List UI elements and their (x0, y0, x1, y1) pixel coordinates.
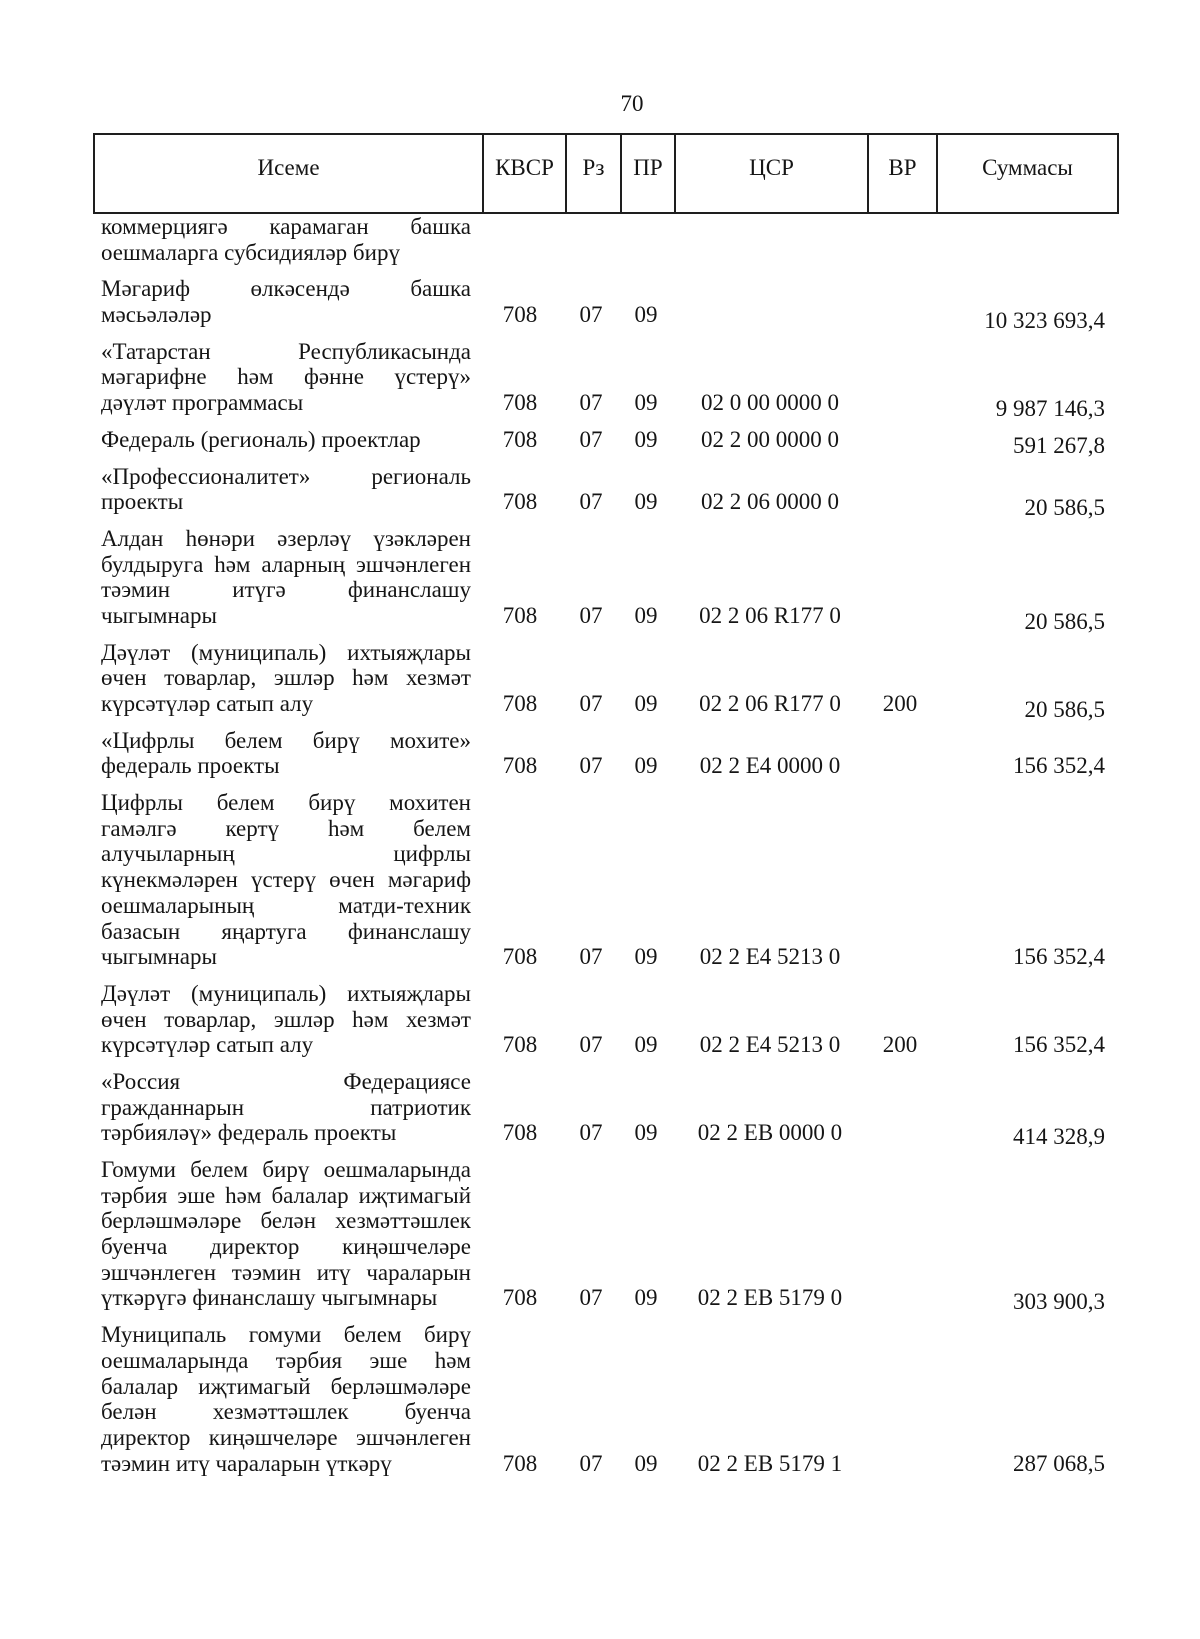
table-row (0, 339, 1200, 427)
row-name-line: тәрбияләү» федераль проекты (101, 1120, 397, 1146)
row-kvsr-code: 708 (502, 944, 538, 970)
row-amount: 20 586,5 (1024, 495, 1105, 521)
header-row (94, 134, 1118, 213)
table-row (0, 790, 1200, 981)
table-body (0, 214, 1200, 1487)
header-amount-column: Суммасы (937, 134, 1118, 213)
row-amount: 287 068,5 (1013, 1450, 1105, 1476)
row-section-code: 07 (579, 390, 603, 416)
row-name-line: Федераль (региональ) проектлар (101, 426, 421, 452)
header-section-column: Рз (566, 134, 621, 213)
table-row (0, 981, 1200, 1069)
table-header (93, 133, 1119, 214)
row-amount: 156 352,4 (1013, 753, 1105, 779)
row-name (101, 1322, 471, 1476)
row-name-line: күрсәтүләр сатып алу (101, 1032, 314, 1058)
row-kvsr-code: 708 (502, 489, 538, 515)
row-section-code: 07 (579, 1120, 603, 1146)
row-name (101, 728, 471, 779)
row-target-article-code: 02 0 00 0000 0 (701, 390, 839, 416)
row-section-code: 07 (579, 489, 603, 515)
row-amount: 156 352,4 (1013, 1032, 1105, 1058)
row-name-line: балалар иҗтимагый берләшмәләре (101, 1373, 471, 1399)
row-name-line: эшчәнлеген тәэмин итү чараларын (101, 1259, 471, 1285)
row-section-code: 07 (579, 302, 603, 328)
row-name-line: «Татарстан Республикасында (101, 338, 471, 364)
row-name-line: күнекмәләрен үстерү өчен мәгариф (101, 867, 471, 893)
row-kvsr-code: 708 (502, 602, 538, 628)
table-row (0, 427, 1200, 464)
header-name-column: Исеме (94, 134, 483, 213)
row-section-code: 07 (579, 691, 603, 716)
row-target-article-code: 02 2 EB 5179 1 (697, 1450, 843, 1476)
row-target-article-code: 02 2 E4 5213 0 (699, 944, 841, 970)
row-name (101, 339, 471, 416)
row-name-line: буенча директор киңәшчеләре (101, 1234, 471, 1260)
row-amount: 414 328,9 (1013, 1124, 1105, 1150)
row-name (101, 981, 471, 1058)
row-amount: 9 987 146,3 (995, 396, 1105, 422)
row-name-line: «Цифрлы белем бирү мохите» (101, 727, 471, 753)
row-amount: 10 323 693,4 (984, 308, 1105, 334)
row-name-line: булдыруга һәм аларның эшчәнлеген (101, 551, 471, 577)
row-name-line: тәэмин итүгә финанслашу (101, 577, 471, 603)
row-name-line: чыгымнары (101, 944, 217, 970)
row-name-line: Цифрлы белем бирү мохитен (101, 790, 471, 816)
table-row (0, 526, 1200, 640)
row-name (101, 640, 471, 717)
row-target-article-code: 02 2 06 R177 0 (699, 602, 841, 628)
row-kvsr-code: 708 (502, 753, 538, 779)
row-name-line: күрсәтүләр сатып алу (101, 691, 314, 716)
table-row (0, 1157, 1200, 1322)
row-name-line: мәсьәләләр (101, 302, 212, 328)
row-amount: 156 352,4 (1013, 944, 1105, 970)
row-subsection-code: 09 (634, 1450, 658, 1476)
row-name (101, 526, 471, 629)
table-row (0, 1069, 1200, 1157)
row-kvsr-code: 708 (502, 1032, 538, 1058)
table-row (0, 214, 1200, 276)
row-name (101, 1069, 471, 1146)
header-expense-type-column: ВР (868, 134, 937, 213)
row-subsection-code: 09 (634, 1032, 658, 1058)
header-kvsr-column: КВСР (483, 134, 566, 213)
row-name-line: Муниципаль гомуми белем бирү (101, 1322, 471, 1348)
row-name (101, 464, 471, 515)
row-name-line: гамәлгә кертү һәм белем (101, 815, 471, 841)
row-name-line: үткәрүгә финанслашу чыгымнары (101, 1285, 438, 1311)
row-target-article-code: 02 2 EB 0000 0 (697, 1120, 843, 1146)
row-name (101, 790, 471, 970)
row-name (101, 1157, 471, 1311)
row-name-line: проекты (101, 489, 184, 515)
row-name-line: өчен товарлар, эшләр һәм хезмәт (101, 665, 471, 691)
row-subsection-code: 09 (634, 489, 658, 515)
row-name-line: оешмаларга субсидияләр бирү (101, 239, 400, 265)
row-target-article-code: 02 2 00 0000 0 (701, 426, 839, 452)
table-row (0, 1322, 1200, 1487)
row-subsection-code: 09 (634, 602, 658, 628)
row-kvsr-code: 708 (502, 426, 538, 452)
row-target-article-code: 02 2 E4 5213 0 (699, 1032, 841, 1058)
row-section-code: 07 (579, 1285, 603, 1311)
row-section-code: 07 (579, 753, 603, 779)
row-name-line: тәрбия эше һәм балалар иҗтимагый (101, 1182, 471, 1208)
row-kvsr-code: 708 (502, 691, 538, 716)
row-name-line: Дәүләт (муниципаль) ихтыяҗлары (101, 639, 471, 665)
row-section-code: 07 (579, 1032, 603, 1058)
row-name-line: чыгымнары (101, 602, 217, 628)
row-subsection-code: 09 (634, 753, 658, 779)
row-name (101, 276, 471, 327)
row-name-line: Дәүләт (муниципаль) ихтыяҗлары (101, 980, 471, 1006)
row-subsection-code: 09 (634, 1285, 658, 1311)
row-amount: 591 267,8 (1013, 432, 1105, 458)
row-subsection-code: 09 (634, 691, 658, 716)
row-name-line: мәгарифне һәм фәнне үстерү» (101, 364, 471, 390)
row-expense-type-code: 200 (882, 691, 918, 716)
row-name (101, 427, 471, 453)
row-kvsr-code: 708 (502, 1450, 538, 1476)
row-section-code: 07 (579, 602, 603, 628)
row-name-line: федераль проекты (101, 753, 280, 779)
row-name-line: «Профессионалитет» региональ (101, 463, 471, 489)
row-amount: 20 586,5 (1024, 697, 1105, 722)
row-name-line: оешмаларының матди-техник (101, 892, 471, 918)
row-kvsr-code: 708 (502, 1120, 538, 1146)
table-row (0, 276, 1200, 338)
row-subsection-code: 09 (634, 302, 658, 328)
row-kvsr-code: 708 (502, 390, 538, 416)
header-target-article-column: ЦСР (675, 134, 868, 213)
row-name-line: өчен товарлар, эшләр һәм хезмәт (101, 1006, 471, 1032)
row-name-line: коммерциягә карамаган башка (101, 214, 471, 239)
table-row (0, 464, 1200, 526)
row-target-article-code: 02 2 E4 0000 0 (699, 753, 841, 779)
row-name (101, 214, 471, 265)
table-row (0, 640, 1200, 728)
row-section-code: 07 (579, 1450, 603, 1476)
row-name-line: «Россия Федерациясе (101, 1068, 471, 1094)
row-name-line: берләшмәләре белән хезмәттәшлек (101, 1208, 471, 1234)
row-target-article-code: 02 2 06 0000 0 (701, 489, 839, 515)
row-name-line: базасын яңартуга финанслашу (101, 918, 471, 944)
row-target-article-code: 02 2 EB 5179 0 (697, 1285, 843, 1311)
header-subsection-column: ПР (621, 134, 675, 213)
row-name-line: оешмаларында тәрбия эше һәм (101, 1347, 471, 1373)
table-row (0, 728, 1200, 790)
row-name-line: дәүләт программасы (101, 390, 304, 416)
row-amount: 303 900,3 (1013, 1289, 1105, 1315)
row-subsection-code: 09 (634, 944, 658, 970)
row-kvsr-code: 708 (502, 1285, 538, 1311)
row-name-line: директор киңәшчеләре эшчәнлеген (101, 1424, 471, 1450)
row-name-line: Гомуми белем бирү оешмаларында (101, 1157, 471, 1182)
row-name-line: гражданнарын патриотик (101, 1094, 471, 1120)
row-subsection-code: 09 (634, 1120, 658, 1146)
row-target-article-code: 02 2 06 R177 0 (699, 691, 841, 716)
row-name-line: белән хезмәттәшлек буенча (101, 1399, 471, 1425)
row-name-line: тәэмин итү чараларын үткәрү (101, 1450, 392, 1476)
row-amount: 20 586,5 (1024, 608, 1105, 634)
row-subsection-code: 09 (634, 426, 658, 452)
page-number: 70 (620, 91, 644, 116)
row-kvsr-code: 708 (502, 302, 538, 328)
row-name-line: Мәгариф өлкәсендә башка (101, 276, 471, 302)
row-expense-type-code: 200 (882, 1032, 918, 1058)
row-section-code: 07 (579, 426, 603, 452)
row-name-line: Алдан һөнәри әзерләү үзәкләрен (101, 525, 471, 551)
row-section-code: 07 (579, 944, 603, 970)
row-subsection-code: 09 (634, 390, 658, 416)
row-name-line: алучыларның цифрлы (101, 841, 471, 867)
